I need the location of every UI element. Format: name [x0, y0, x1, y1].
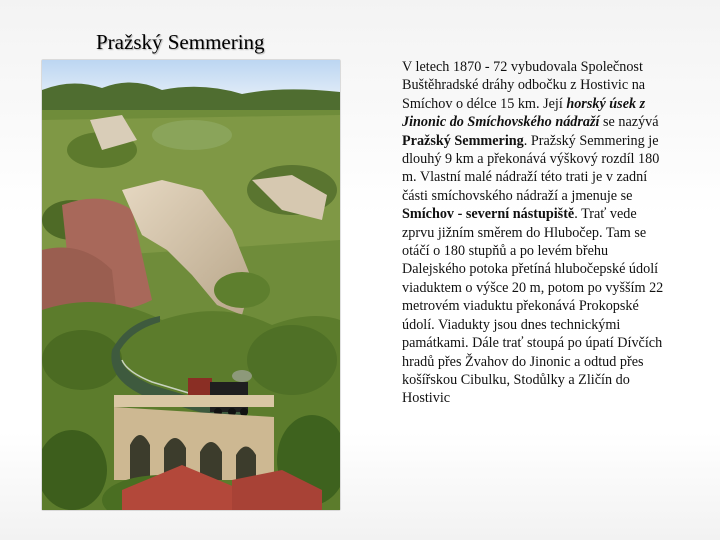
text-part: V letech 1870 - 72 vybudovala Společnost Buštěhradské dráhy odbočku z Hostivic na Smíchov o délce 15 km. Její [402, 59, 646, 112]
emphasis-mountain-section: horský úsek z Jinonic do Smíchovského nádraží [402, 95, 646, 131]
text-part: se nazývá [599, 114, 659, 131]
photo-illustration [42, 60, 340, 510]
slide-title: Pražský Semmering [96, 30, 265, 54]
description-text [402, 58, 670, 408]
text-part: . Pražský Semmering je dlouhý 9 km a překonává výškový rozdíl 180 m. Vlastní malé nádraží této trati je v zadní části smíchovského nádraží a jmenuje se [402, 132, 660, 204]
text-part: . Trať vede zprvu jižním směrem do Hlubočep. Tam se otáčí o 180 stupňů a po levém břehu Dalejského potoka přetíná hlubočepské údolí viaduktem o výšce 20 m, potom po vyšším 22 metrovém viaduktu překonává Prokopské údolí. Viadukty jsou dnes technickými památkami. Dále trať stoupá po úpatí Dívčích hradů přes Žvahov do Jinonic a odtud přes košířskou Cibulku, Stodůlky a Zličín do Hostivic [402, 206, 664, 407]
emphasis-station-name: Smíchov - severní nástupiště [402, 206, 575, 223]
emphasis-prague-semmering: Pražský Semmering [402, 132, 524, 149]
description-paragraph [402, 58, 670, 408]
train-viaduct-photo [42, 60, 340, 510]
